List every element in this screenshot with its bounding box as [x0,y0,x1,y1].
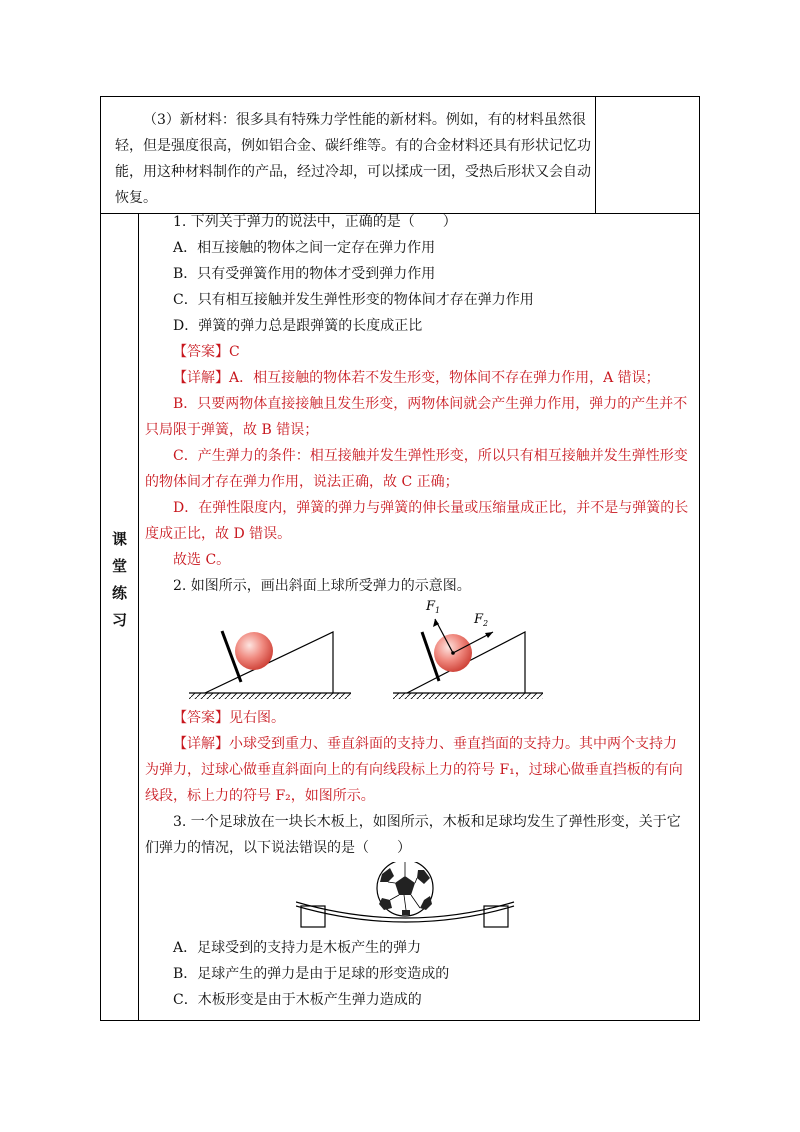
q1-explain-line: D．在弹性限度内，弹簧的弹力与弹簧的伸长量或压缩量成正比，并不是与弹簧的长 [173,500,689,516]
q1-option-c: C．只有相互接触并发生弹性形变的物体间才存在弹力作用 [173,292,534,308]
f1-label: $F_1$ [426,599,441,615]
q3-stem-line: 3. 一个足球放在一块长木板上，如图所示，木板和足球均发生了弹性形变，关于它 [173,814,681,830]
ground-hatch [189,693,351,699]
q1-explain-line: 度成正比，故 D 错误。 [145,526,292,542]
q2-answer: 【答案】见右图。 [173,710,285,726]
f2-label: $F_2$ [474,612,489,628]
q1-option-d: D．弹簧的弹力总是跟弹簧的长度成正比 [173,318,423,334]
q3-option-a: A．足球受到的支持力是木板产生的弹力 [173,940,422,956]
q1-option-a: A．相互接触的物体之间一定存在弹力作用 [173,240,436,256]
q3-stem-line: 们弹力的情况，以下说法错误的是（ ） [145,840,411,856]
q2-explain-line: 为弹力，过球心做垂直斜面向上的有向线段标上力的符号 F₁，过球心做垂直挡板的有向 [145,762,683,778]
q1-conclusion: 故选 C。 [173,552,231,568]
incline-figure-right [393,599,543,699]
section-label-char: 课 [111,530,127,548]
q2-explain-line: 【详解】小球受到重力、垂直斜面的支持力、垂直挡面的支持力。其中两个支持力 [173,736,677,752]
section-label-char: 习 [111,611,127,629]
material-text-line-4: 恢复。 [115,190,157,206]
football-figure [296,862,516,932]
q1-option-b: B．只有受弹簧作用的物体才受到弹力作用 [173,266,436,282]
material-text-line-2: 轻，但是强度很高，例如铝合金、碳纤维等。有的合金材料还具有形状记忆功 [115,138,591,154]
q1-explain-line: 【详解】A．相互接触的物体若不发生形变，物体间不存在弹力作用，A 错误； [173,370,660,386]
section-label-char: 练 [111,584,127,602]
q3-option-b: B．足球产生的弹力是由于足球的形变造成的 [173,966,450,982]
ball [235,632,273,670]
f2-arrow-head [485,632,493,638]
ground-hatch [393,693,543,699]
incline-figure-left [189,631,351,699]
q1-stem: 1. 下列关于弹力的说法中，正确的是（ ） [173,214,457,230]
football [377,862,433,916]
section-label-char: 堂 [111,557,127,575]
q3-option-c: C．木板形变是由于木板产生弹力造成的 [173,992,422,1008]
material-text-line-3: 能，用这种材料制作的产品，经过冷却，可以揉成一团，受热后形状又会自动 [115,164,591,180]
q1-answer: 【答案】C [173,344,240,360]
q1-explain-line: 只局限于弹簧，故 B 错误； [145,422,319,438]
lesson-table [100,96,700,1021]
q1-explain-line: C．产生弹力的条件：相互接触并发生弹性形变，所以只有相互接触并发生弹性形变 [173,448,688,464]
q2-explain-line: 线段，标上力的符号 F₂，如图所示。 [145,788,375,804]
q1-explain-line: 的物体间才存在弹力作用，说法正确，故 C 正确； [145,474,459,490]
q1-explain-line: B．只要两物体直接接触且发生形变，两物体间就会产生弹力作用，弹力的产生并不 [173,396,688,412]
q2-stem: 2. 如图所示，画出斜面上球所受弹力的示意图。 [173,578,471,594]
material-text-line-1: （3）新材料：很多具有特殊力学性能的新材料。例如，有的材料虽然很 [143,112,586,128]
